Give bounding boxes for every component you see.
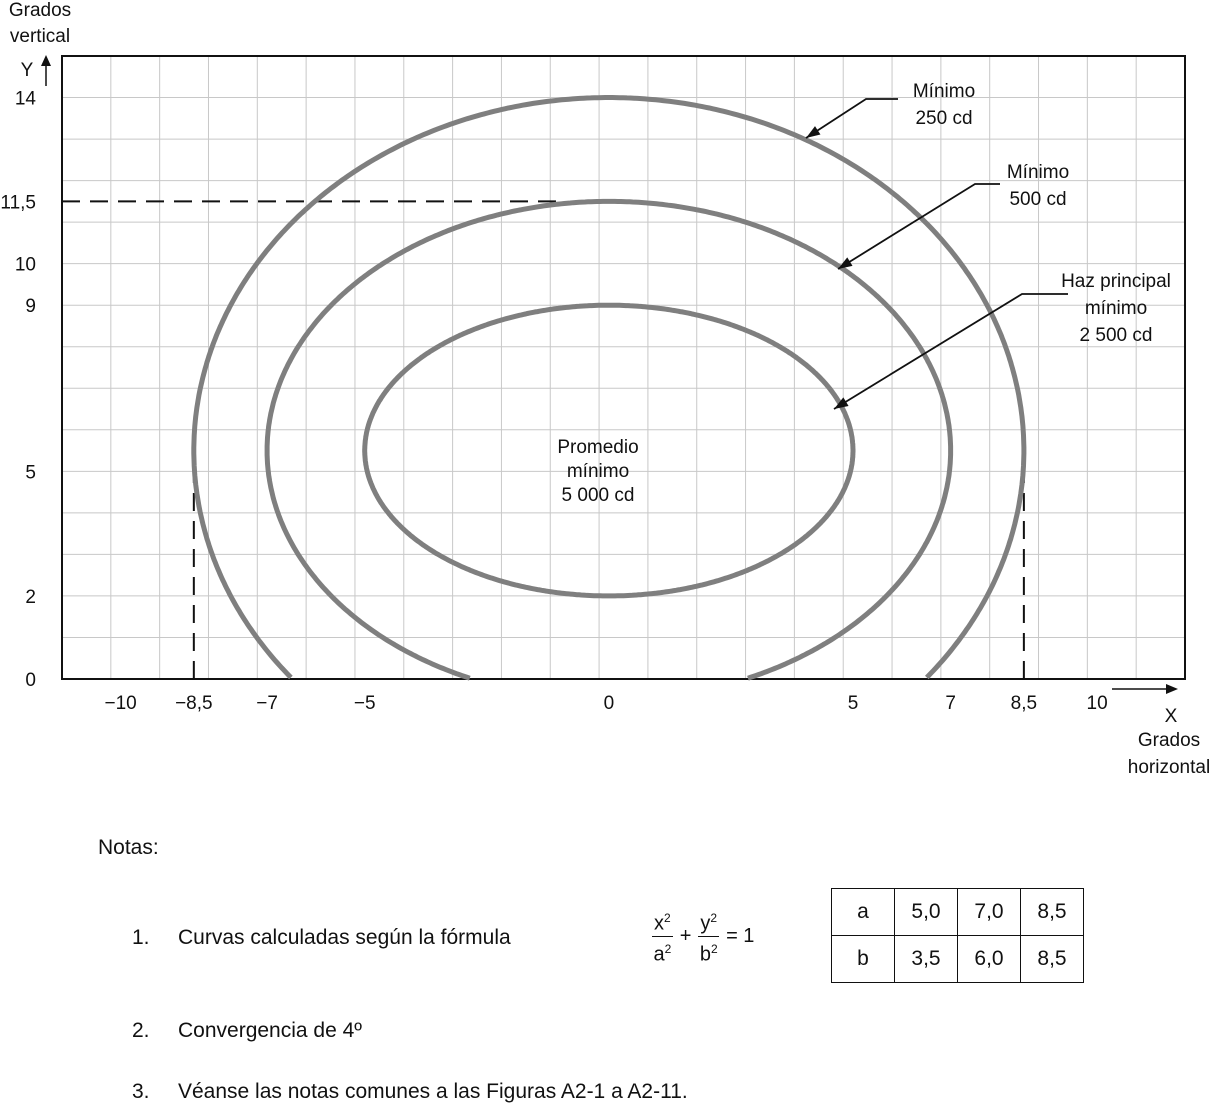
curve-outer <box>194 98 1024 678</box>
x-fraction: $\frac{x^2}{a^2}$ <box>652 906 673 966</box>
table-row <box>832 889 1084 936</box>
inner-curve-label-line1: Haz principal <box>1061 271 1171 292</box>
x-axis-label-line2: horizontal <box>1127 757 1211 778</box>
center-label-line3: 5 000 cd <box>561 485 635 506</box>
table-cell: 5,0 <box>895 889 958 936</box>
y-fraction: $\frac{y^2}{b^2}$ <box>698 906 719 966</box>
x-tick-label: 5 <box>847 693 859 714</box>
table-cell: b <box>832 936 895 983</box>
note-number: 1. <box>132 926 150 949</box>
outer-curve-label-line2: 250 cd <box>915 108 973 129</box>
note-item-1 <box>132 926 511 950</box>
notes-heading: Notas: <box>98 836 159 859</box>
plus-sign: + <box>679 924 692 947</box>
grid <box>62 56 1185 679</box>
note-number: 3. <box>132 1080 150 1103</box>
table-cell: 7,0 <box>958 889 1021 936</box>
note-text: Convergencia de 4º <box>178 1019 362 1042</box>
x-tick-label: 10 <box>1086 693 1108 714</box>
outer-curve-label-line1: Mínimo <box>912 81 976 102</box>
inner-curve-label-line3: 2 500 cd <box>1079 325 1153 346</box>
x-tick-label: −7 <box>256 693 278 714</box>
y-axis-arrow-icon <box>41 55 51 86</box>
middle-curve-leader <box>838 184 1000 269</box>
table-cell: 6,0 <box>958 936 1021 983</box>
x-tick-label: −8,5 <box>175 693 213 714</box>
note-item-3 <box>132 1080 688 1104</box>
x-tick-label: 8,5 <box>1010 693 1038 714</box>
note-number: 2. <box>132 1019 150 1042</box>
table-cell: 8,5 <box>1021 889 1084 936</box>
table-cell: 8,5 <box>1021 936 1084 983</box>
y-tick-label: 2 <box>25 586 36 608</box>
reference-lines <box>62 201 1024 679</box>
x-tick-label: −10 <box>104 693 137 714</box>
y-tick-label: 0 <box>25 670 36 691</box>
y-axis-letter: Y <box>20 60 34 81</box>
x-axis-letter: X <box>1164 706 1178 727</box>
x-tick-label: 0 <box>603 693 615 714</box>
note-item-2 <box>132 1019 362 1043</box>
note-text: Véanse las notas comunes a las Figuras A2-1 a A2-11. <box>178 1080 688 1103</box>
table-row <box>832 936 1084 983</box>
center-label-line1: Promedio <box>557 437 639 458</box>
note-text: Curvas calculadas según la fórmula <box>178 926 511 949</box>
inner-curve-label-line2: mínimo <box>1084 298 1148 319</box>
ellipse-formula <box>648 906 757 966</box>
middle-curve-label-line2: 500 cd <box>1009 189 1067 210</box>
x-tick-label: 7 <box>945 693 956 714</box>
y-tick-label: 9 <box>25 296 36 318</box>
x-axis-label-line1: Grados <box>1137 730 1201 751</box>
center-label-line2: mínimo <box>566 461 630 482</box>
y-tick-label: 10 <box>14 254 36 276</box>
middle-curve-label-line1: Mínimo <box>1006 162 1070 183</box>
x-axis-arrow-icon <box>1112 684 1178 694</box>
table-cell: 3,5 <box>895 936 958 983</box>
inner-curve-leader <box>834 294 1068 409</box>
outer-curve-leader <box>806 99 898 138</box>
y-tick-label: 5 <box>25 462 36 484</box>
y-tick-label: 14 <box>14 88 36 110</box>
plot-frame <box>62 56 1185 679</box>
x-tick-label: −5 <box>353 693 376 714</box>
y-axis-label-line1: Grados <box>8 0 72 21</box>
ellipse-parameters-table <box>831 888 1084 983</box>
equals-one: = 1 <box>726 924 755 947</box>
arrowhead-icon <box>806 126 820 138</box>
table-cell: a <box>832 889 895 936</box>
y-tick-label: 11,5 <box>0 192 36 214</box>
callouts <box>806 99 1068 409</box>
y-axis-label-line2: vertical <box>9 26 71 47</box>
